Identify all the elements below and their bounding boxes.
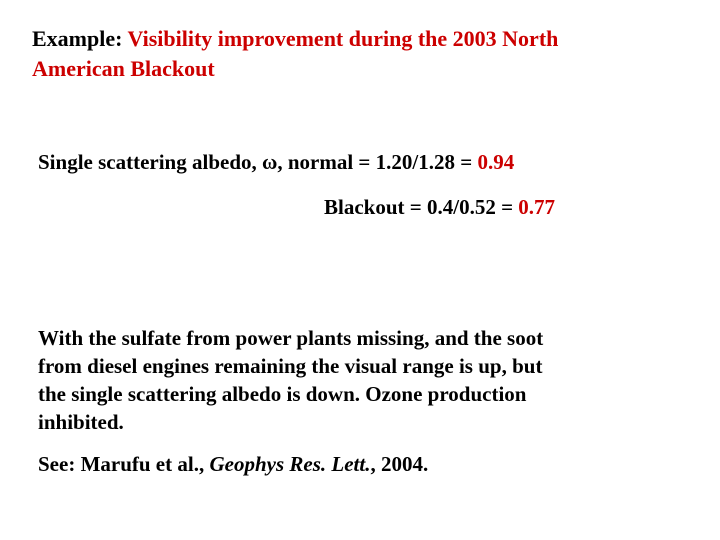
omega-symbol: ω — [262, 150, 278, 174]
albedo-blackout-value: 0.77 — [518, 195, 556, 219]
title-highlight-line1: Visibility improvement during the 2003 North — [127, 26, 559, 51]
albedo-blackout-text: Blackout = 0.4/0.52 = — [324, 195, 519, 219]
albedo-normal-text: , normal = 1.20/1.28 = — [277, 150, 478, 174]
albedo-normal-line — [38, 150, 514, 175]
reference-suffix: , 2004. — [370, 452, 429, 476]
albedo-label: Single scattering albedo, — [38, 150, 262, 174]
paragraph-line: from diesel engines remaining the visual range is up, but — [38, 354, 543, 378]
albedo-normal-value: 0.94 — [477, 150, 515, 174]
albedo-blackout-line — [324, 195, 555, 220]
title-highlight-line2: American Blackout — [32, 56, 215, 81]
paragraph-line: With the sulfate from power plants missing, and the soot — [38, 326, 544, 350]
reference-prefix: See: Marufu et al., — [38, 452, 210, 476]
paragraph-line: the single scattering albedo is down. Ozone production — [38, 382, 527, 406]
explanation-paragraph — [38, 324, 678, 436]
reference-journal: Geophys Res. Lett. — [209, 452, 371, 476]
paragraph-line: inhibited. — [38, 410, 124, 434]
title-prefix: Example: — [32, 26, 128, 51]
slide-title — [32, 24, 692, 84]
reference-line — [38, 452, 428, 477]
